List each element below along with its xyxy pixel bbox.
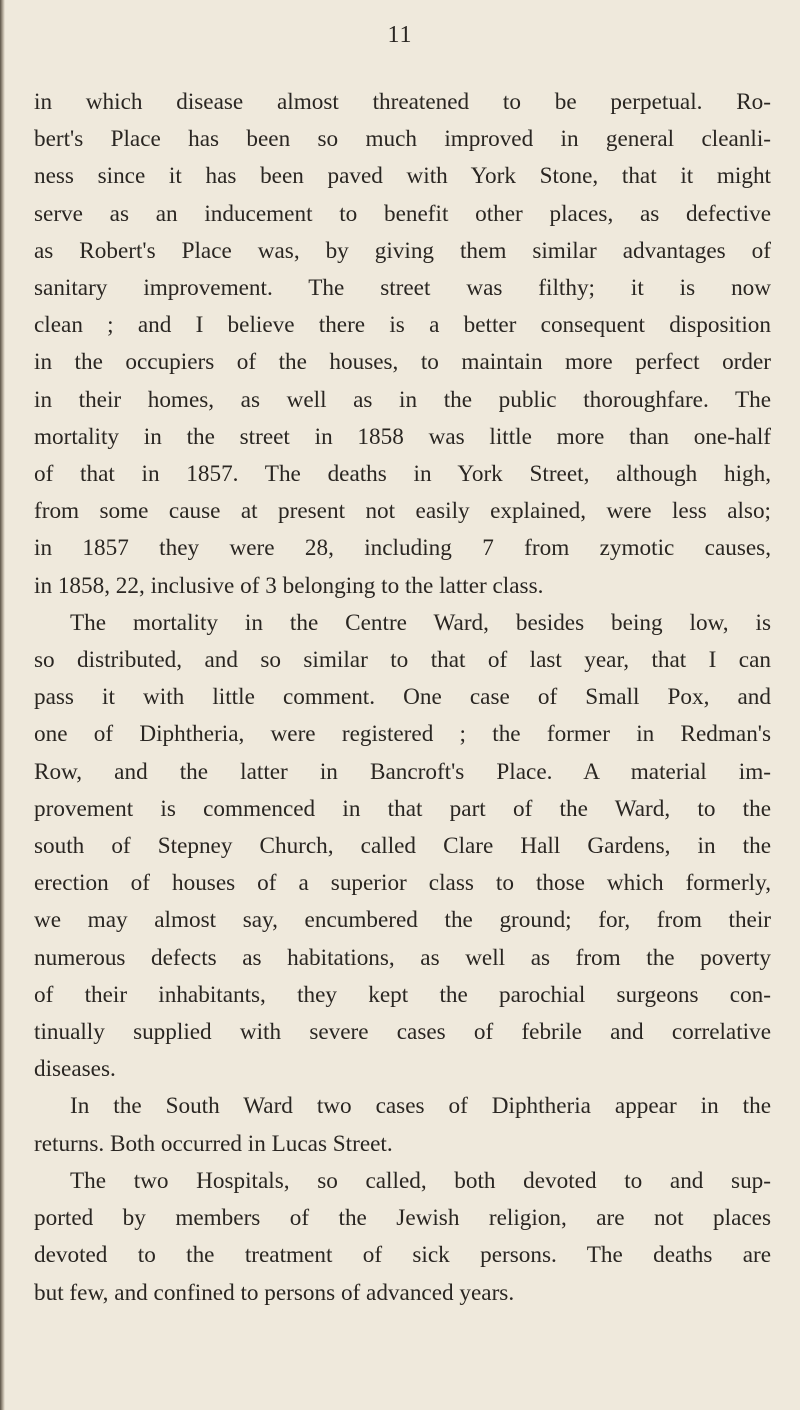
text-line: bert's Place has been so much improved in general cleanli-: [34, 126, 771, 153]
text-line: ness since it has been paved with York Stone, that it might: [34, 163, 771, 190]
text-line: so distributed, and so similar to that of last year, that I can: [34, 647, 771, 674]
text-line: ported by members of the Jewish religion, are not places: [34, 1205, 771, 1232]
page-number: 11: [387, 22, 413, 48]
text-line: The two Hospitals, so called, both devoted to and sup-: [70, 1167, 771, 1194]
text-line: The mortality in the Centre Ward, besides being low, is: [70, 609, 771, 636]
text-line: pass it with little comment. One case of Small Pox, and: [34, 684, 771, 711]
text-line: sanitary improvement. The street was filthy; it is now: [34, 275, 771, 302]
text-line: of their inhabitants, they kept the parochial surgeons con-: [34, 981, 771, 1008]
text-line: devoted to the treatment of sick persons. The deaths are: [34, 1242, 771, 1269]
text-line: from some cause at present not easily explained, were less also;: [34, 498, 771, 525]
page-edge-shadow: [0, 0, 5, 1410]
text-line: serve as an inducement to benefit other places, as defective: [34, 200, 771, 227]
text-line: In the South Ward two cases of Diphtheria appear in the: [70, 1093, 771, 1120]
body-text: [34, 84, 771, 1312]
text-line: one of Diphtheria, were registered ; the former in Redman's: [34, 721, 771, 748]
text-line: erection of houses of a superior class to those which formerly,: [34, 870, 771, 897]
text-line: returns. Both occurred in Lucas Street.: [34, 1130, 393, 1157]
text-line: but few, and confined to persons of advanced years.: [34, 1279, 515, 1306]
text-line: provement is commenced in that part of the Ward, to the: [34, 795, 771, 822]
text-line: Row, and the latter in Bancroft's Place. A material im-: [34, 758, 771, 785]
text-line: clean ; and I believe there is a better consequent disposition: [34, 312, 771, 339]
text-line: we may almost say, encumbered the ground; for, from their: [34, 907, 771, 934]
text-line: diseases.: [34, 1056, 116, 1083]
text-line: in their homes, as well as in the public thoroughfare. The: [34, 386, 771, 413]
text-line: mortality in the street in 1858 was little more than one-half: [34, 423, 771, 450]
text-line: numerous defects as habitations, as well as from the poverty: [34, 944, 771, 971]
text-line: in 1858, 22, inclusive of 3 belonging to the latter class.: [34, 572, 544, 599]
text-line: south of Stepney Church, called Clare Hall Gardens, in the: [34, 833, 771, 860]
text-line: in 1857 they were 28, including 7 from zymotic causes,: [34, 535, 771, 562]
text-line: as Robert's Place was, by giving them similar advantages of: [34, 237, 771, 264]
text-line: of that in 1857. The deaths in York Street, although high,: [34, 461, 771, 488]
text-line: in which disease almost threatened to be perpetual. Ro-: [34, 89, 771, 115]
text-line: in the occupiers of the houses, to maintain more perfect order: [34, 349, 771, 376]
text-line: tinually supplied with severe cases of febrile and correlative: [34, 1019, 771, 1046]
